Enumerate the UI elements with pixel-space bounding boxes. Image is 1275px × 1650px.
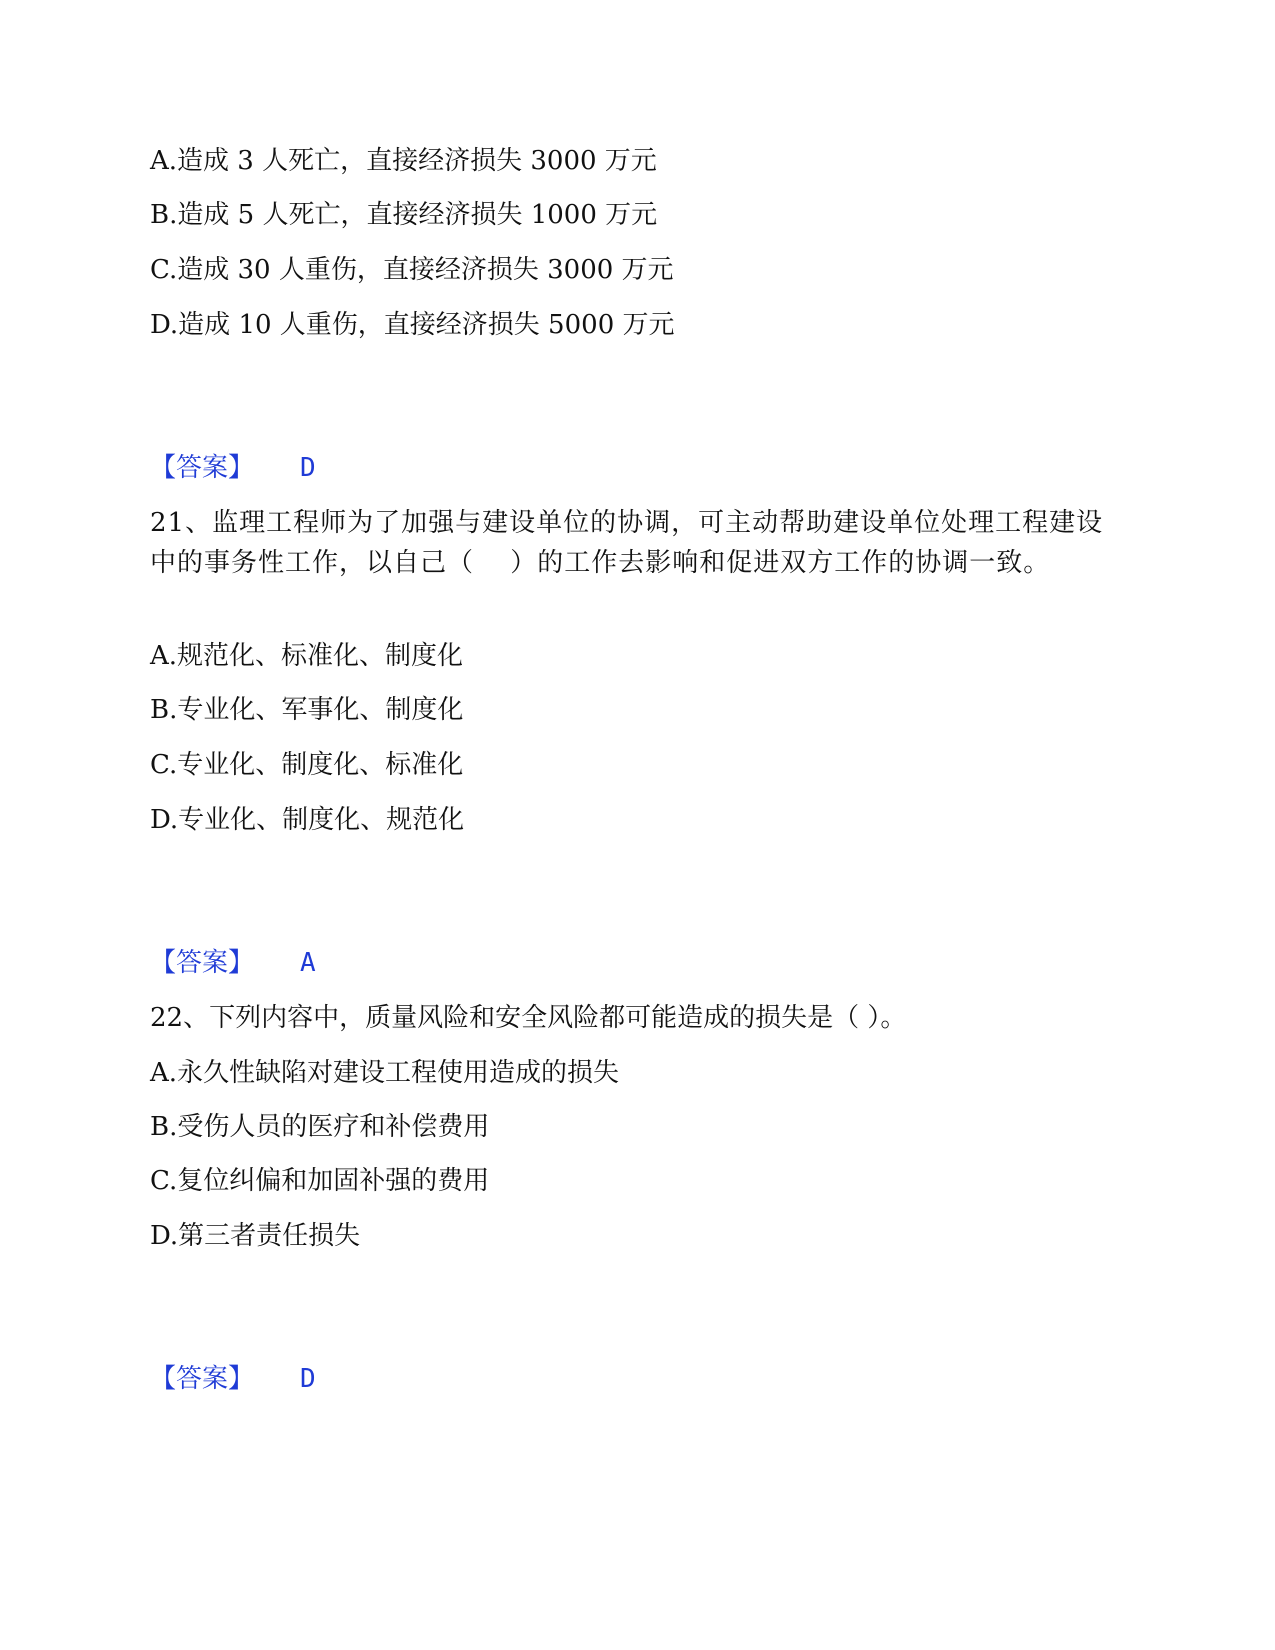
q22-option-d: D.第三者责任损失 xyxy=(150,1221,361,1251)
q22-option-a: A.永久性缺陷对建设工程使用造成的损失 xyxy=(150,1058,620,1088)
q20-answer xyxy=(150,453,316,483)
q22-option-c: C.复位纠偏和加固补强的费用 xyxy=(150,1166,490,1196)
answer-label: 【答案】 xyxy=(150,453,255,483)
q21-option-a: A.规范化、标准化、制度化 xyxy=(150,641,464,671)
q22-option-b: B.受伤人员的医疗和补偿费用 xyxy=(150,1112,490,1142)
q21-answer xyxy=(150,948,316,978)
q22-answer xyxy=(150,1364,316,1394)
answer-label: 【答案】 xyxy=(150,1364,255,1394)
answer-value: D xyxy=(300,1364,316,1394)
answer-label: 【答案】 xyxy=(150,948,255,978)
q21-stem: 21、监理工程师为了加强与建设单位的协调，可主动帮助建设单位处理工程建设中的事务性工作，以自己（ ）的工作去影响和促进双方工作的协调一致。 xyxy=(150,508,1104,578)
q20-option-d: D.造成 10 人重伤，直接经济损失 5000 万元 xyxy=(150,310,675,340)
q21-option-b: B.专业化、军事化、制度化 xyxy=(150,695,464,725)
answer-value: A xyxy=(300,948,316,978)
q22-stem: 22、下列内容中，质量风险和安全风险都可能造成的损失是（ ）。 xyxy=(150,1003,907,1033)
answer-value: D xyxy=(300,453,316,483)
q20-option-c: C.造成 30 人重伤，直接经济损失 3000 万元 xyxy=(150,255,674,285)
q21-option-d: D.专业化、制度化、规范化 xyxy=(150,805,465,835)
q21-option-c: C.专业化、制度化、标准化 xyxy=(150,750,464,780)
q20-option-a: A.造成 3 人死亡，直接经济损失 3000 万元 xyxy=(150,146,657,176)
q20-option-b: B.造成 5 人死亡，直接经济损失 1000 万元 xyxy=(150,200,658,230)
